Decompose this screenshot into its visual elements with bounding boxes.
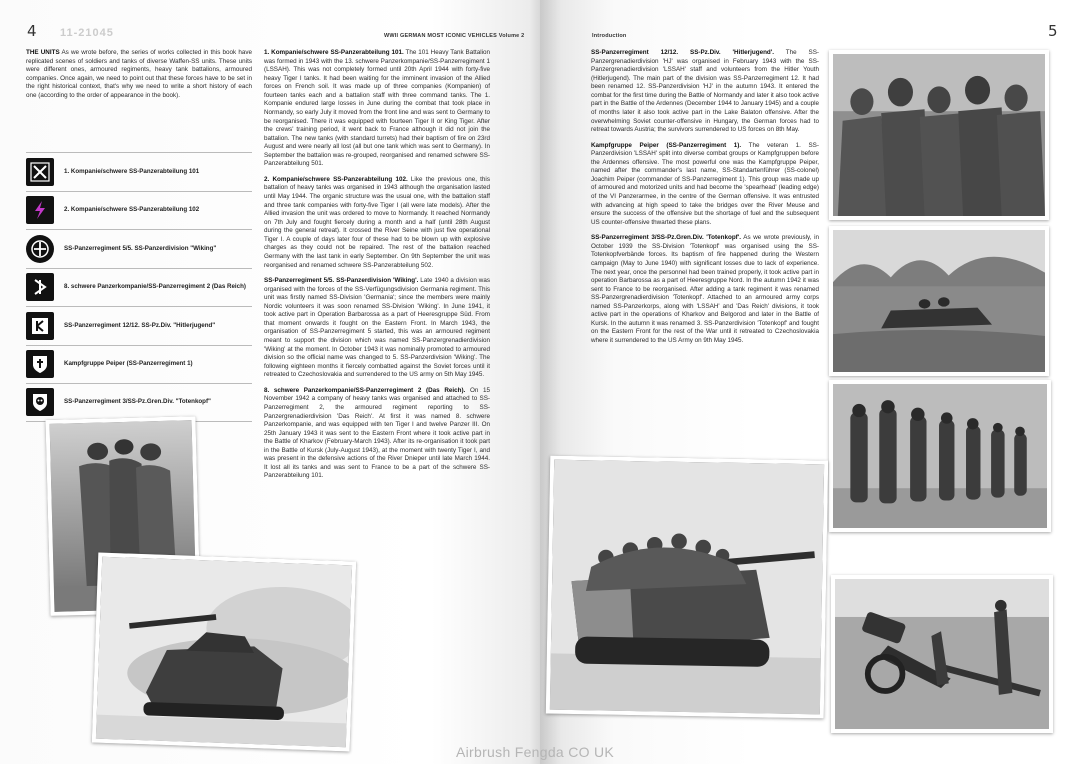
lightning-icon [26,196,54,224]
crossed-swords-icon [26,158,54,186]
paragraph-text: Like the previous one, this battalion of heavy tanks was organised in 1943 although the organisation lasted until May 1944. The organic structure was the usual one, with the battalion staff and three tank companies with forty-five Tiger I (all were late models). After the Allied invasion the unit was ordered to move to Normandy. It reached Normandy on 7th July and fought fiercely during a month and a half (until 28th August during the general retreat). It crossed the River Seine with just five operational Tiger I. A couple of days later four of these had to be blown up with explosive charges as they could not be repaired. The rest of the battalion reached Germany with the last tank in early September. On 9th September the unit was reorganised and renamed schwere SS-Panzerabteilung 502. [264,175,490,269]
soldiers-group-photo [829,50,1049,220]
unit-history-paragraph [264,49,490,169]
paragraph-text: On 15 November 1942 a company of heavy tanks was organised and attached to SS-Panzerregiment 2, the armoured regiment reporting to SS-Panzergrenadierdivision 'Das Reich'. At first it was named 8. schwere Panzerkompanie, and was equipped with ten Tiger I and twelve Panzer III. On 25th January 1943 it was sent to the Eastern Front where it took active part in the Battle of Kharkov (February-March 1943). After its re-organisation it took part in the Battle of Kursk (July-August 1943), at the moment with twenty Tiger I, and was present in the defensive actions of the River Dnieper until late March 1944. It lost all its tanks and was sent to France to be a part of the schwere SS-Panzerabteilung 101. [264,386,490,480]
watermark: Airbrush Fengda CO UK [456,744,615,760]
unit-row [26,345,252,384]
unit-history-paragraph [591,49,819,135]
rune-icon [26,273,54,301]
paragraph-text: As we wrote previously, in October 1939 the SS-Division 'Totenkopf' was organised using the SS-Totenkopfverbände forces. Its baptism of fire happened during the Western campaign (May to June 1940) with significant losses due to lack of experience. The next year, once the personnel had been trained properly, it took active part in operation Barbarossa as a part of Heeresgruppe Nord. In the autumn 1942 it was sent to France to be reorganised. After adding a tank regiment it was renamed SS-Panzergrenadierdivision 'Totenkopf'. Attached to an armoured army corps named SS-Panzerkorps, along with 'LSSAH' and 'Das Reich' divisions, it took active part in the operations of Kharkov and Belgorod and later in the Battle of Kursk. In the autumn it was renamed 3. SS-Panzerdivision 'Totenkopf' and fought on the Eastern Front for the rest of the War until it retreated to Czechoslovakia where it surrendered to the US Army on 9th May 1945. [591,234,819,344]
unit-label: SS-Panzerregiment 5/5. SS-Panzerdivision "Wiking" [64,244,217,252]
artillery-photo [831,575,1053,733]
paragraph-heading: SS-Panzerregiment 3/SS-Pz.Gren.Div. 'Totenkopf'. [591,234,742,242]
unit-row [26,306,252,345]
intro-column [26,49,252,107]
unit-history-paragraph [264,387,490,481]
intro-lead: THE UNITS [26,49,60,56]
unit-row [26,191,252,230]
paragraph-heading: SS-Panzerregiment 5/5. SS-Panzerdivision 'Wiking'. [264,277,419,285]
unit-label: SS-Panzerregiment 12/12. SS-Pz.Div. "Hitlerjugend" [64,321,216,329]
unit-history-paragraph [591,234,819,345]
unit-row [26,268,252,307]
right-page [540,0,1072,764]
skull-icon [26,388,54,416]
running-header-left: WWII GERMAN MOST ICONIC VEHICLES Volume 2 [384,33,525,39]
running-header-right: Introduction [592,33,627,39]
unit-row [26,229,252,268]
intro-paragraph [26,49,252,100]
unit-history-paragraph [264,277,490,380]
unit-label: SS-Panzerregiment 3/SS-Pz.Gren.Div. "Totenkopf" [64,398,211,406]
shield-key-icon [26,350,54,378]
unit-label: 2. Kompanie/schwere SS-Panzerabteilung 102 [64,206,200,214]
page-number-left: 4 [27,22,37,40]
marching-soldiers-photo [829,380,1051,532]
rune-key-icon [26,312,54,340]
unit-label: Kampfgruppe Peiper (SS-Panzerregiment 1) [64,360,193,368]
intro-text: As we wrote before, the series of works collected in this book have replicated scenes of soldiers and tanks of diverse Waffen-SS units. These units were different ones, armoured regiments, heavy tank battalions, armoured companies. Once again, we need to point out that these forces have to be set in the right historical context, that's why we need to write a short history of each one (according to the order of appearance in the book). [26,49,252,99]
wheel-cross-icon [26,235,54,263]
unit-row [26,383,252,422]
paragraph-heading: 1. Kompanie/schwere SS-Panzerabteilung 101. [264,49,404,56]
paragraph-text: The veteran 1. SS-Panzerdivision 'LSSAH' split into diverse combat groups or Kampfgruppen before the Ardennes offensive. The most powerful one was the Kampfgruppe Peiper, named after the commander's last name, SS-Standartenführer (SS-colonel) Joachim Peiper (commander of SS-Panzerregiment 1). This group was made up of armoured and motorized units and had become the 'spearhead' (leading edge) of the VI Panzerarmee, in the centre of the German offensive. It was entrusted with advancing at high speed to take the bridges over the River Meuse and ensure the success of the offensive but the shortage of fuel and the subsequent US counter-offensive thwarted these plans. [591,141,819,226]
paragraph-heading: SS-Panzerregiment 12/12. SS-Pz.Div. 'Hitlerjugend'. [591,49,775,56]
page-number-right: 5 [1048,22,1058,40]
paragraph-heading: Kampfgruppe Peiper (SS-Panzerregiment 1). [591,141,742,149]
paragraph-heading: 2. Kompanie/schwere SS-Panzerabteilung 102. [264,175,408,183]
history-column-left [264,49,490,488]
paragraph-heading: 8. schwere Panzerkompanie/SS-Panzerregiment 2 (Das Reich). [264,386,466,394]
paragraph-text: The SS-Panzergrenadierdivision 'HJ' was organised in February 1943 with the SS-Panzergrenadierdivision 'LSSAH' staff and volunteers from the Hitler Youth (Hitlerjugend). The main part of the division was SS-Panzerregiment 12. It had been renamed 12. SS-Panzerdivision 'HJ' in the autumn 1943. It entered the combat for the first time during the Battle of Normandy and later it also took active part in the Battle of the Ardennes (December 1944 to January 1945) and a couple of months later it also took active part in the Lake Balaton offensive. After the overwhelming Soviet counter-offensive in Hungary, the German forces had to retreat towards Austria; the survivors surrendered to US forces on 8th May. [591,49,819,134]
unit-label: 8. schwere Panzerkompanie/SS-Panzerregiment 2 (Das Reich) [64,283,246,291]
river-crossing-photo [829,226,1049,376]
unit-history-paragraph [264,176,490,270]
units-list [26,152,252,422]
tank-firing-photo [92,553,356,752]
unit-history-paragraph [591,142,819,228]
unit-label: 1. Kompanie/schwere SS-Panzerabteilung 101 [64,167,200,175]
paragraph-text: The 101 Heavy Tank Battalion was formed in 1943 with the 13. schwere Panzerkompanie/SS-Panzerregiment 1 (LSSAH). This was not completely formed until 20th April 1944 with forty-five heavy Tiger I tanks. It had been waiting for the imminent invasion of the Allied forces on French soil. It was made up of three companies (Kompanien) of fourteen tanks each and a battalion staff with three command tanks. The 1. Kompanie endured large losses in June during the combat that took place in Normandy, so early July it moved from the front line and was sent to Germany to be reorganised. There it was equipped with fourteen Tiger II or King Tiger. After the crews' training period, it went back to France although it did not join the battalion. The new tanks (with standard turrets) had their baptism of fire on 23rd August and were nearly all lost (all but one tank which was sent to Germany). In September the battalion was re-grouped, reorganised and renamed schwere SS-Panzerabteilung 501. [264,49,491,168]
unit-row [26,152,252,191]
series-logo: 11-21045 [60,27,114,39]
history-column-right [591,49,819,353]
tank-riders-photo [546,456,828,719]
paragraph-text: Late 1940 a division was organised with the forces of the SS-Verfügungsdivision Germania regiment. This unit was firstly named SS-Division 'Germania'; since the members were mainly Nordic volunteers it was soon renamed SS-Division 'Wiking'. In June 1941, it took active part in Operation Barbarossa as a part of Heeresgruppe Süd. From that moment onwards it fought on the Eastern Front. In March 1943, the organisation of SS-Panzerregiment 5 started, this was an armoured regiment meant to support the division which was named SS-Panzergrenadierdivision 'Wiking' at the moment. In October 1943 it was nominally promoted to armoured division so the official name was changed to 5. SS-Panzerdivision 'Wiking'. The following eighteen months it fiercely combatted against the Soviet forces until it retreated to Czechoslovakia and surrendered to the US army on 5th May 1945. [264,277,490,379]
